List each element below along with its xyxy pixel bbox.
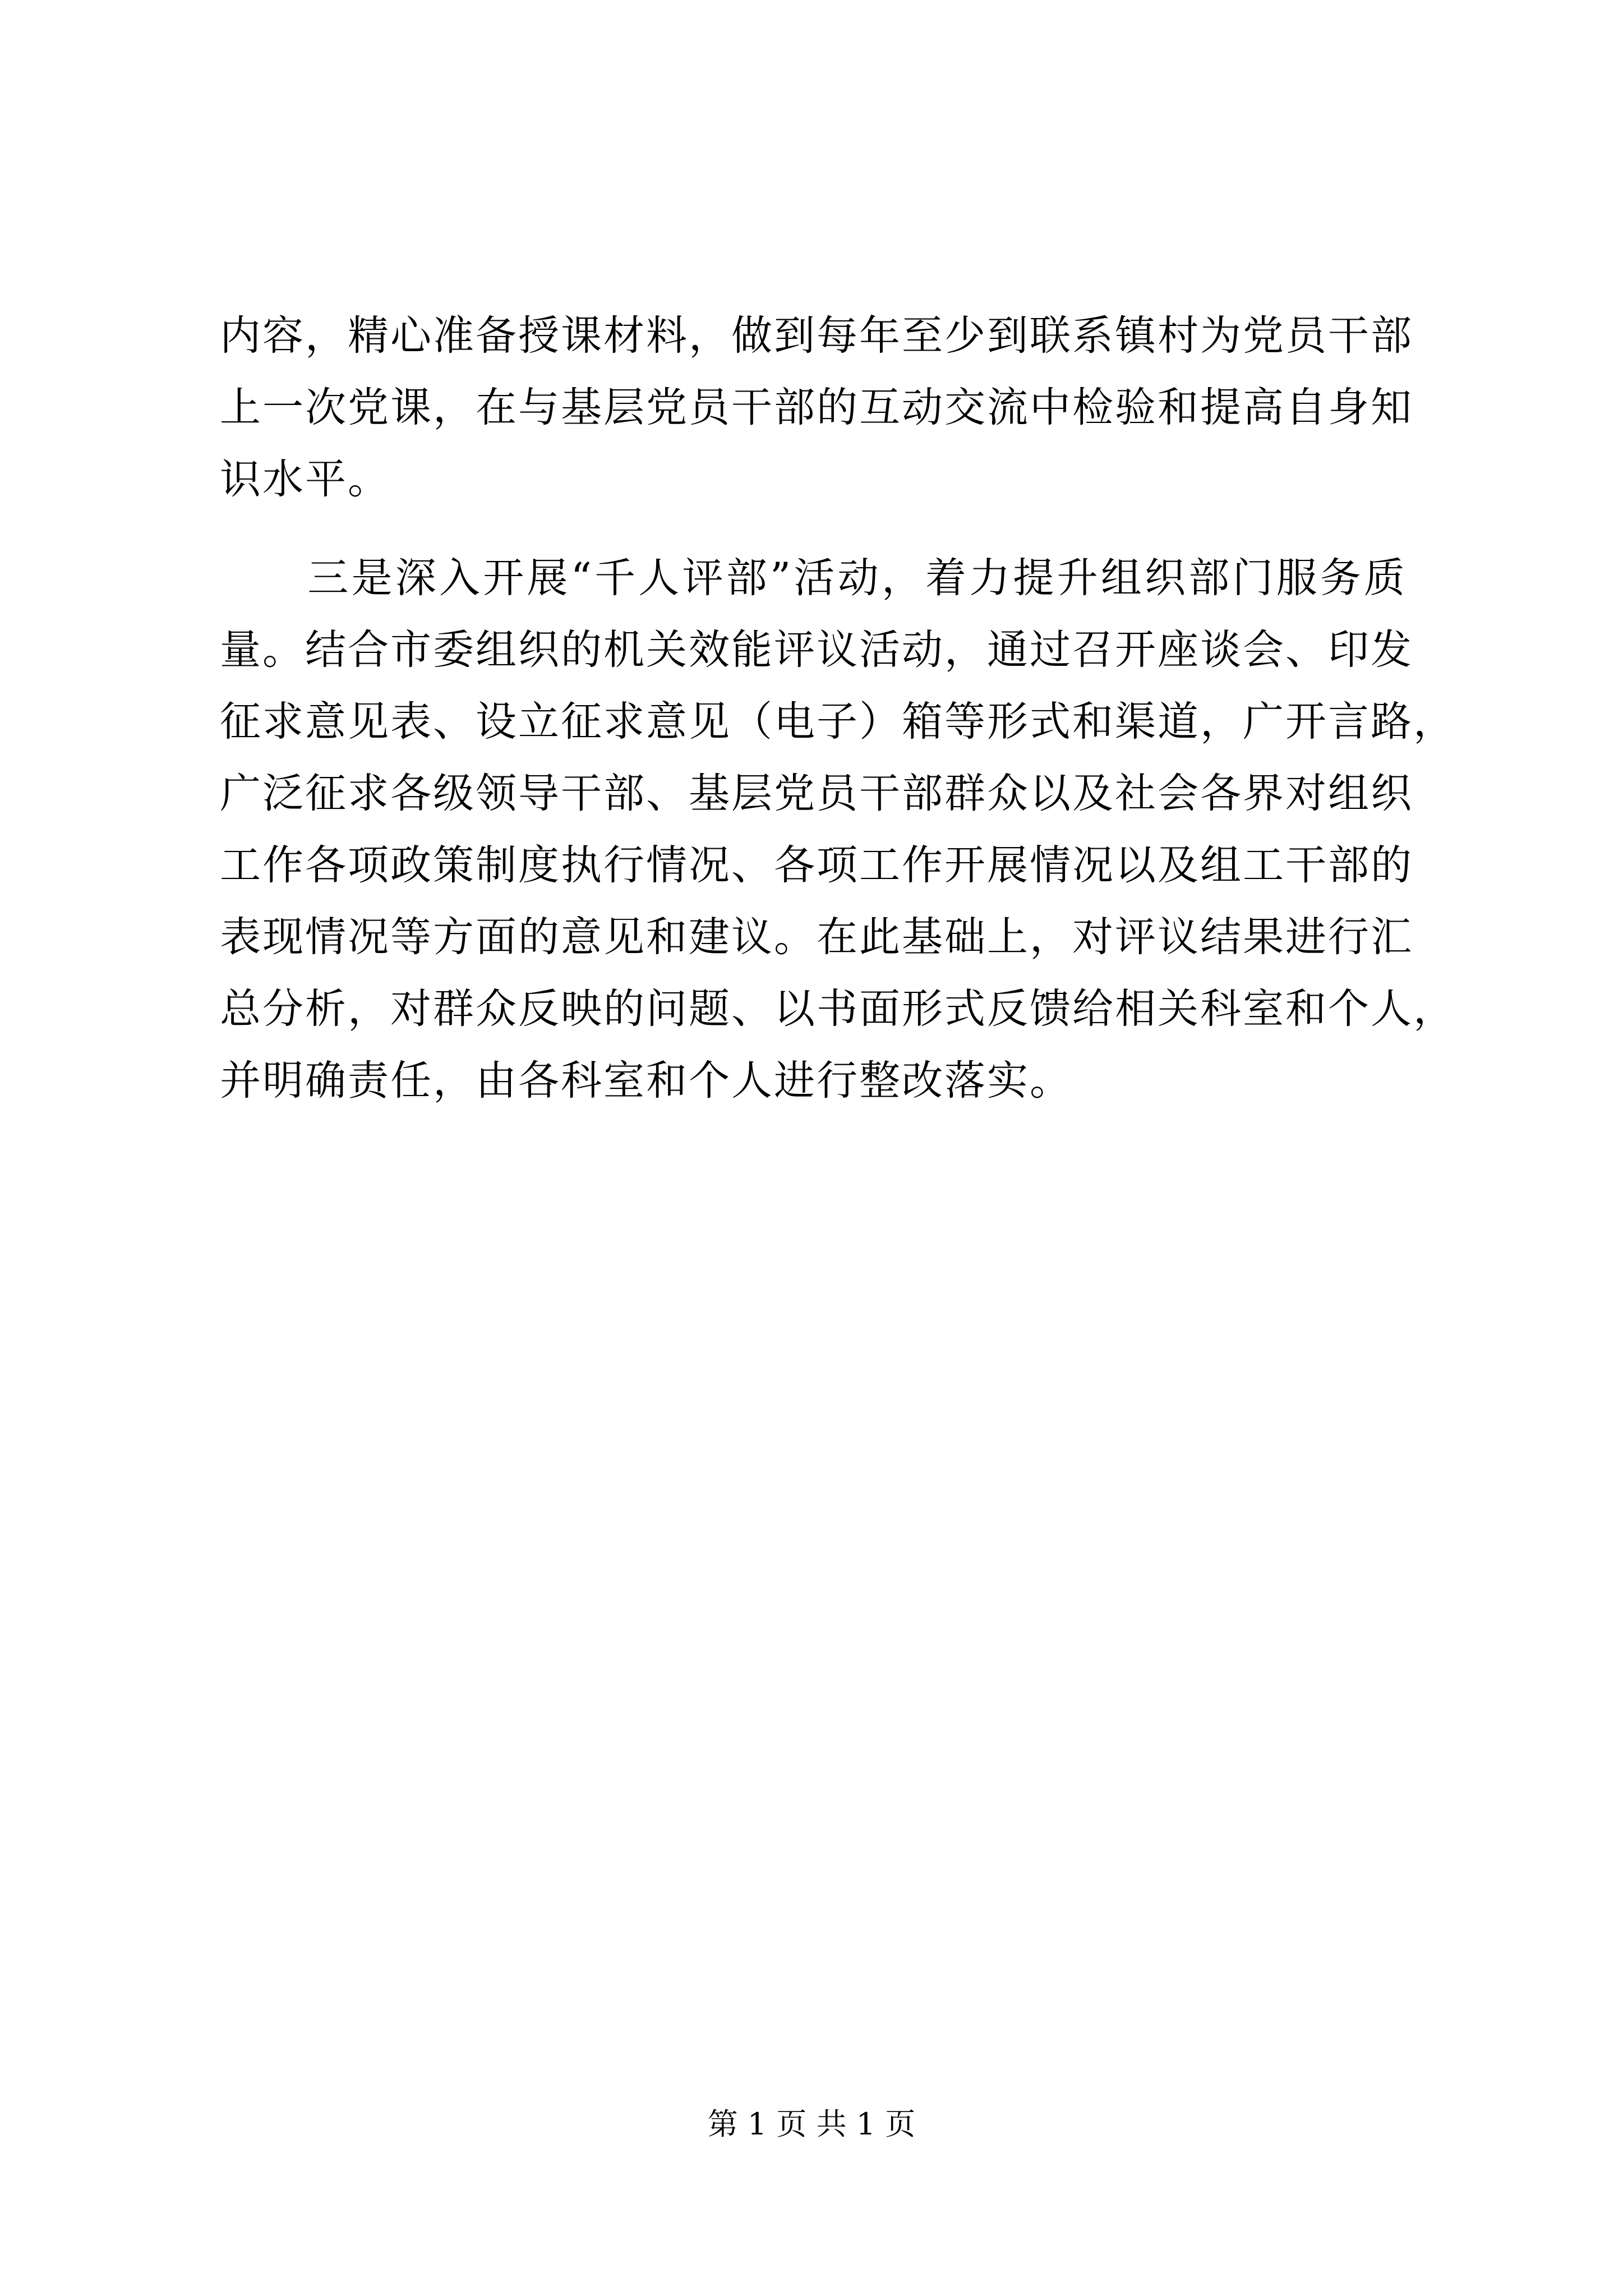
- text-line: 内容，精心准备授课材料，做到每年至少到联系镇村为党员干部: [220, 312, 1413, 360]
- page-footer: [0, 2105, 1623, 2144]
- page-number-label: 第 1 页 共 1 页: [707, 2106, 916, 2142]
- paragraph-gap: [220, 516, 1407, 542]
- text-line: 并明确责任，由各科室和个人进行整改落实。: [220, 1057, 1072, 1105]
- paragraph-1: [220, 300, 1413, 516]
- text-line: 量。结合市委组织的机关效能评议活动，通过召开座谈会、印发: [220, 626, 1413, 674]
- text-line: 上一次党课，在与基层党员干部的互动交流中检验和提高自身知: [220, 384, 1413, 431]
- text-line: 表现情况等方面的意见和建议。在此基础上，对评议结果进行汇: [220, 913, 1413, 961]
- document-body: [220, 300, 1456, 1117]
- text-line: 征求意见表、设立征求意见（电子）箱等形式和渠道，广开言路，: [220, 698, 1456, 746]
- text-line: 广泛征求各级领导干部、基层党员干部群众以及社会各界对组织: [220, 770, 1413, 817]
- text-line: 识水平。: [220, 455, 390, 503]
- paragraph-2: [220, 542, 1456, 1117]
- text-line: 三是深入开展“千人评部”活动，着力提升组织部门服务质: [220, 554, 1407, 602]
- text-line: 总分析，对群众反映的问题、以书面形式反馈给相关科室和个人，: [220, 985, 1456, 1033]
- text-line: 工作各项政策制度执行情况、各项工作开展情况以及组工干部的: [220, 841, 1413, 889]
